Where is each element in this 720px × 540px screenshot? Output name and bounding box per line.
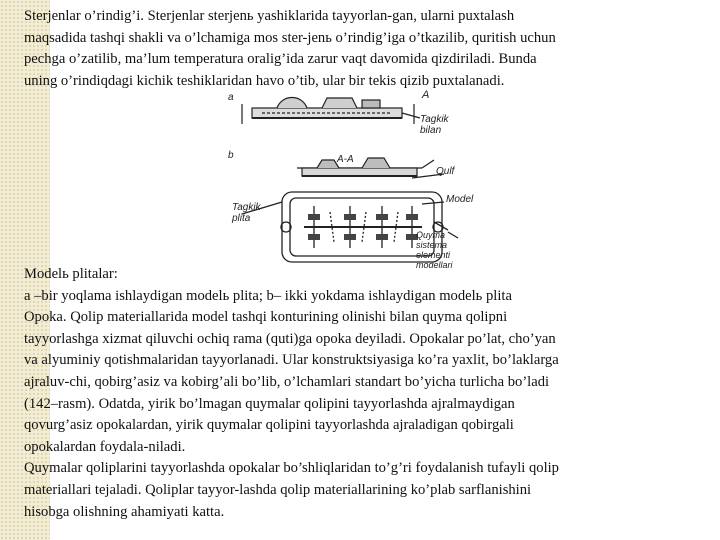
model-plate-figure (222, 89, 474, 270)
text-line: hisobga olishning ahamiyati katta. (24, 503, 225, 520)
qulf-label: Qulf (436, 166, 455, 177)
body-paragraph (24, 264, 696, 523)
tagkik-plita-line: plita (232, 213, 251, 224)
text-line: uning o’rindiqdagi kichik teshiklaridan havo o’tib, ular bir tekis qizib puxtalanadi. (24, 72, 505, 89)
figure-label-a: a (228, 92, 234, 103)
figure-label-b: b (228, 150, 234, 161)
text-line: a –bir yoqlama ishlaydigan modelь plita; b– ikki yokdama ishlaydigan modelь plita (24, 287, 512, 304)
model-label: Model (446, 194, 474, 205)
text-line: tayyorlashga xizmat qiluvchi ochiq rama (quti)ga opoka deyiladi. Opokalar po’lat, cho’yan (24, 330, 556, 347)
text-line: pechga o’zatilib, ma’lum temperatura oralig’ida zarur vaqt davomida qizdiriladi. Bunda (24, 51, 537, 68)
text-line: ajraluv-chi, qobirg’asiz va kobirg’ali bo’lib, o’lchamlari standart bo’yicha turlicha bo’ladi (24, 373, 550, 390)
text-line: Sterjenlar o’rindig’i. Sterjenlar sterjenь yashiklarida tayyorlan-gan, ularni puxtalash (24, 8, 515, 24)
text-line: va alyuminiy qotishmalaridan tayyorlanadi. Ular konstruktsiyasiga ko’ra yaxlit, bo’laklarga (24, 352, 559, 369)
text-line: materiallari tejaladi. Qoliplar tayyor-lashda qolip materiallarining ko’plab sarflanishini (24, 481, 532, 498)
section-label: A-A (337, 154, 354, 165)
text-line: maqsadida tashqi shakli va o’lchamiga mos ster-jenь o’rindig’iga o’tkazilib, quritish uchun (24, 29, 556, 46)
text-line: Quymalar qoliplarini tayyorlashda opokalar bo’shliqlaridan to’g’ri foydalanish tufayli qolip (24, 460, 559, 477)
tagkik-plita-line: Tagkik (232, 202, 261, 213)
intro-paragraph (24, 6, 696, 92)
text-line: Modelь plitalar: (24, 266, 118, 282)
tagkik-bilan-label: Tagkik bilan (420, 114, 449, 136)
text-line: (142–rasm). Odatda, yirik bo’lmagan quymalar qolipini tayyorlashda ajralmaydigan (24, 395, 515, 412)
quyma-line: elementi (416, 250, 451, 260)
quyma-line: Quyma sistema (416, 230, 448, 250)
section-strip-drawing (297, 158, 434, 176)
quyma-line: modellari (416, 260, 453, 270)
text-line: qovurg’asiz opokalardan, yirik quymalar qolipini tayyorlashda ajraladigan qobirgali (24, 417, 514, 434)
text-line: Opoka. Qolip materiallarida model tashqi konturining olinishi bilan quyma qolipni (24, 309, 508, 326)
single-sided-plate-drawing (242, 98, 420, 125)
text-line: opokalardan foydala-niladi. (24, 438, 186, 455)
figure-mark-a: A (422, 89, 430, 101)
tagkik-plita-label (232, 202, 261, 224)
